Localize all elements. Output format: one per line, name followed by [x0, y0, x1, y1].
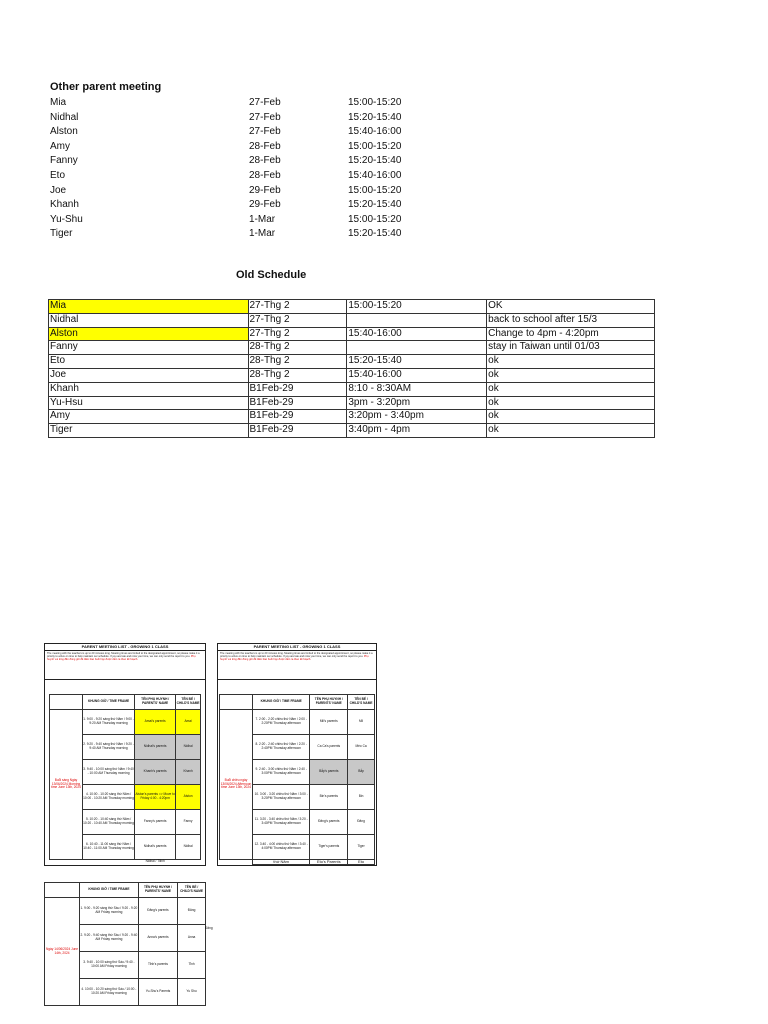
other-meeting-date: 1-Mar [249, 228, 276, 240]
old-schedule-heading: Old Schedule [236, 269, 307, 281]
old-schedule-name: Nidhal [49, 313, 249, 327]
old-schedule-name: Eto [49, 355, 249, 369]
sheet-cell-child: Amai [176, 710, 201, 735]
old-schedule-name: Tiger [49, 424, 249, 438]
sheet-cell-parent: Yu-Shu's Parents [138, 979, 177, 1006]
sheet-cell-time: 2. 9:20 - 9:40 sáng thứ Năm / 9:20 - 9:40 AM Thursday morning [83, 735, 135, 760]
old-schedule-date: 28-Thg 2 [248, 355, 347, 369]
old-schedule-name: Fanny [49, 341, 249, 355]
sheet-header: KHUNG GIỜ / TIME FRAME [80, 883, 139, 898]
sheet-cell-parent: Khanh's parents [135, 760, 176, 785]
sheet-cell-child: Nidhal [176, 735, 201, 760]
other-meeting-time: 15:40-16:00 [348, 126, 402, 138]
other-meeting-row [50, 154, 430, 169]
old-schedule-status: OK [487, 300, 655, 314]
sheet-cell-child: Đăng [348, 810, 375, 835]
other-meeting-date: 28-Feb [249, 155, 281, 167]
sheet-cell-parent: Mil's parents [310, 710, 348, 735]
sheet-header: TÊN PHỤ HUYNH / PARENTS' NAME [135, 695, 176, 710]
sheet-cell-child: Bắp [348, 760, 375, 785]
other-meeting-name: Eto [50, 169, 66, 181]
old-schedule-row [49, 327, 655, 341]
old-schedule-time: 15:40-16:00 [347, 368, 487, 382]
other-meeting-date: 27-Feb [249, 111, 281, 123]
old-schedule-date: B1Feb-29 [248, 424, 347, 438]
sheet-cell-child: Yu Shu [178, 979, 206, 1006]
sheet-table [219, 694, 375, 865]
sheet-cell-parent: Nidhal's parents [135, 735, 176, 760]
sheet-cell-child: Alston [176, 785, 201, 810]
other-meeting-name: Nidhal [50, 111, 79, 123]
sheet-cell-child: Khanh [176, 760, 201, 785]
other-meeting-date: 29-Feb [249, 199, 281, 211]
other-meeting-time: 15:20-15:40 [348, 199, 402, 211]
old-schedule-table [48, 299, 655, 438]
old-schedule-time: 15:00-15:20 [347, 300, 487, 314]
old-schedule-date: B1Feb-29 [248, 396, 347, 410]
sheet-title: PARENT MEETING LIST - GROWING 1 CLASS [45, 644, 205, 651]
sheet-cell-time: 1. 9:00 - 9:20 sáng thứ Sáu / 9:20 - 9:20 AM Friday morning [80, 898, 139, 925]
other-meeting-row [50, 169, 430, 184]
sheet-cell-time: 10. 3:00 - 3:20 chiều thứ Năm / 3:00 - 3:20PM Thursday afternoon [253, 785, 310, 810]
old-schedule-date: 27-Thg 2 [248, 327, 347, 341]
old-schedule-status: back to school after 15/3 [487, 313, 655, 327]
old-schedule-status: ok [487, 382, 655, 396]
sheet-header-blank [220, 695, 253, 710]
old-schedule-time [347, 313, 487, 327]
other-meeting-name: Fanny [50, 155, 78, 167]
old-schedule-time: 3:40pm - 4pm [347, 424, 487, 438]
sheet-footer-label: thứ Năm [253, 860, 310, 865]
sheet-header-blank [50, 695, 83, 710]
sheet-cell-time: 8. 2:20 - 2:40 chiều thứ Năm / 2:20 - 2:40PM Thursday afternoon [253, 735, 310, 760]
sheet-cell-parent: Bin's parents [310, 785, 348, 810]
other-meeting-time: 15:40-16:00 [348, 169, 402, 181]
other-meeting-date: 1-Mar [249, 213, 276, 225]
sheet-header: TÊN PHỤ HUYNH / PARENTS' NAME [310, 695, 348, 710]
other-meeting-date: 29-Feb [249, 184, 281, 196]
old-schedule-name: Mia [49, 300, 249, 314]
other-meeting-time: 15:00-15:20 [348, 97, 402, 108]
old-schedule-row [49, 313, 655, 327]
old-schedule-time: 8:10 - 8:30AM [347, 382, 487, 396]
old-schedule-row [49, 355, 655, 369]
sheet-cell-child: Bin [348, 785, 375, 810]
other-meeting-name: Mia [50, 97, 67, 108]
other-meeting-name: Yu-Shu [50, 213, 83, 225]
old-schedule-date: 28-Thg 2 [248, 368, 347, 382]
sheet-table [49, 694, 201, 864]
meeting-sheet-afternoon [217, 643, 377, 866]
sheet-cell-time: 11. 3:20 - 3:40 chiều thứ Năm / 3:20 - 3:40PM Thursday afternoon [253, 810, 310, 835]
sheet-date-label: Buổi sáng Ngày 13/06/2024 Morning time June 13th, 2024 [50, 710, 83, 860]
sheet-cell-parent: Amai's parents [135, 710, 176, 735]
sheet-cell-parent: Ca Ca's parents [310, 735, 348, 760]
sheet-date-label: Ngày 14/06/2024 June 14th, 2024 [45, 898, 80, 1006]
other-meeting-time: 15:20-15:40 [348, 155, 402, 167]
sheet-cell-child: Fanny [176, 810, 201, 835]
sheet-note: The meeting with the teachers is up to 20 minutes long. Meeting times are limited to the designated appointment, so please make it a priority to arrive on time to help maintain our schedule. If you are late and miss your time, we can only send the report to you. Phụ huynh vui lòng đến đúng giờ để đảm bảo buổi họp được diễn ra theo kế hoạch. [218, 651, 376, 680]
sheet-header: KHUNG GIỜ / TIME FRAME [253, 695, 310, 710]
sheet-cell-time: 12. 3:40 - 4:00 chiều thứ Năm / 3:40 - 4:00PM Thursday afternoon [253, 835, 310, 860]
old-schedule-status: ok [487, 396, 655, 410]
sheet-cell-child: Tiger [348, 835, 375, 860]
other-meeting-time: 15:00-15:20 [348, 213, 402, 225]
old-schedule-status: ok [487, 355, 655, 369]
sheet-header-blank [45, 883, 80, 898]
other-meeting-row [50, 184, 430, 199]
sheet-cell-parent: Nidhal's parents [135, 835, 176, 860]
other-meeting-time: 15:00-15:20 [348, 140, 402, 152]
sheet-header: TÊN PHỤ HUYNH / PARENTS' NAME [138, 883, 177, 898]
sheet-cell-time: 4. 10:00 - 10:20 sáng thứ Năm / 10:00 - 10:20 AM Thursday morning [83, 785, 135, 810]
old-schedule-name: Joe [49, 368, 249, 382]
other-meeting-list [50, 96, 430, 242]
other-meeting-row [50, 111, 430, 126]
other-meeting-row [50, 125, 430, 140]
other-meeting-time: 15:00-15:20 [348, 184, 402, 196]
other-meeting-date: 28-Feb [249, 140, 281, 152]
other-meeting-time: 15:20-15:40 [348, 228, 402, 240]
sheet-cell-time: 3. 9:40 - 10:00 sáng thứ Sáu / 9:40 - 10:00 AM Friday morning [80, 952, 139, 979]
old-schedule-status: Change to 4pm - 4:20pm [487, 327, 655, 341]
other-meeting-date: 27-Feb [249, 126, 281, 138]
old-schedule-status: ok [487, 410, 655, 424]
sheet-cell-parent: Anna's parents [138, 925, 177, 952]
old-schedule-row [49, 341, 655, 355]
sheet-margin-note: Đăng [205, 926, 213, 930]
old-schedule-time: 3:20pm - 3:40pm [347, 410, 487, 424]
old-schedule-name: Alston [49, 327, 249, 341]
sheet-footer-child: Eto [348, 860, 375, 865]
sheet-cell-time: 2. 9:20 - 9:40 sáng thứ Sáu / 9:20 - 9:40 AM Friday morning [80, 925, 139, 952]
old-schedule-row [49, 368, 655, 382]
old-schedule-time: 3pm - 3:20pm [347, 396, 487, 410]
sheet-cell-parent: Đăng's parents [310, 810, 348, 835]
old-schedule-row [49, 410, 655, 424]
meeting-sheet-friday [44, 882, 206, 1024]
old-schedule-status: stay in Taiwan until 01/03 [487, 341, 655, 355]
sheet-cell-parent: Tiger's parents [310, 835, 348, 860]
sheet-cell-time: 3. 9:40 - 10:00 sáng thứ Năm / 9:40 - 10:00 AM Thursday morning [83, 760, 135, 785]
other-meeting-time: 15:20-15:40 [348, 111, 402, 123]
old-schedule-date: 27-Thg 2 [248, 300, 347, 314]
meeting-sheet-morning [44, 643, 206, 866]
other-meeting-date: 28-Feb [249, 169, 281, 181]
other-meeting-name: Joe [50, 184, 67, 196]
sheet-cell-time: 7. 2:00 - 2:20 chiều thứ Năm / 2:00 - 2:20PM Thursday afternoon [253, 710, 310, 735]
old-schedule-row [49, 382, 655, 396]
old-schedule-status: ok [487, 424, 655, 438]
other-meeting-row [50, 213, 430, 228]
old-schedule-row [49, 300, 655, 314]
old-schedule-date: 28-Thg 2 [248, 341, 347, 355]
sheet-header: TÊN BÉ / CHILD'S NAME [178, 883, 206, 898]
sheet-cell-child: Mil [348, 710, 375, 735]
old-schedule-date: B1Feb-29 [248, 410, 347, 424]
old-schedule-name: Yu-Hsu [49, 396, 249, 410]
sheet-cell-time: 4. 10:00 - 10:20 sáng thứ Sáu / 10:00 - 10:20 AM Friday morning [80, 979, 139, 1006]
old-schedule-date: B1Feb-29 [248, 382, 347, 396]
sheet-header: KHUNG GIỜ / TIME FRAME [83, 695, 135, 710]
old-schedule-time: 15:20-15:40 [347, 355, 487, 369]
sheet-cell-parent: Bắp's parents [310, 760, 348, 785]
sheet-cell-parent: Alston's parents => Move to Friday 4:00 - 4:20pm [135, 785, 176, 810]
old-schedule-date: 27-Thg 2 [248, 313, 347, 327]
sheet-cell-parent: Tỉnh's parents [138, 952, 177, 979]
sheet-cell-child: Anna [178, 925, 206, 952]
sheet-date-label: Buổi chiều ngày 13/06/2024 Afternoon time June 13th, 2024 [220, 710, 253, 860]
other-meeting-name: Amy [50, 140, 70, 152]
old-schedule-name: Khanh [49, 382, 249, 396]
sheet-cell-child: Mèo Ca [348, 735, 375, 760]
sheet-cell-parent: Đăng's parents [138, 898, 177, 925]
sheet-cell-child: Nidhal [176, 835, 201, 860]
sheet-cell-time: 6. 10:40 - 11:00 sáng thứ Năm / 10:40 - 11:00 AM Thursday morning [83, 835, 135, 860]
other-meeting-name: Tiger [50, 228, 73, 240]
sheet-header: TÊN BÉ / CHILD'S NAME [348, 695, 375, 710]
sheet-footer: Nidhal / Tilinh [145, 859, 165, 863]
old-schedule-time: 15:40-16:00 [347, 327, 487, 341]
sheet-footer-parent: Eto's Parents [310, 860, 348, 865]
old-schedule-row [49, 396, 655, 410]
old-schedule-status: ok [487, 368, 655, 382]
sheet-table [44, 882, 206, 1006]
sheet-cell-child: Tỉnh [178, 952, 206, 979]
other-meeting-date: 27-Feb [249, 97, 281, 108]
other-meeting-name: Alston [50, 126, 78, 138]
other-meeting-name: Khanh [50, 199, 79, 211]
other-meeting-row [50, 198, 430, 213]
other-meeting-row [50, 140, 430, 155]
sheet-cell-time: 9. 2:40 - 3:00 chiều thứ Năm / 2:40 - 3:00PM Thursday afternoon [253, 760, 310, 785]
old-schedule-row [49, 424, 655, 438]
sheet-cell-time: 1. 9:00 - 9:20 sáng thứ Năm / 9:00 - 9:20 AM Thursday morning [83, 710, 135, 735]
other-meeting-row [50, 227, 430, 242]
sheet-title: PARENT MEETING LIST - GROWING 1 CLASS [218, 644, 376, 651]
sheet-cell-time: 5. 10:20 - 10:40 sáng thứ Năm / 10:20 - 10:40 AM Thursday morning [83, 810, 135, 835]
old-schedule-time [347, 341, 487, 355]
other-meeting-row [50, 96, 430, 111]
old-schedule-name: Amy [49, 410, 249, 424]
sheet-header: TÊN BÉ / CHILD'S NAME [176, 695, 201, 710]
sheet-note: The meeting with the teachers is up to 20 minutes long. Meeting times are limited to the designated appointment, so please make it a priority to arrive on time to help maintain our schedule. If you are late and miss your time, we can only send the report to you. Phụ huynh vui lòng đến đúng giờ để đảm bảo buổi họp được diễn ra theo kế hoạch. [45, 651, 205, 680]
sheet-cell-parent: Fanny's parents [135, 810, 176, 835]
sheet-cell-child: Đăng [178, 898, 206, 925]
other-meeting-heading: Other parent meeting [50, 81, 162, 93]
